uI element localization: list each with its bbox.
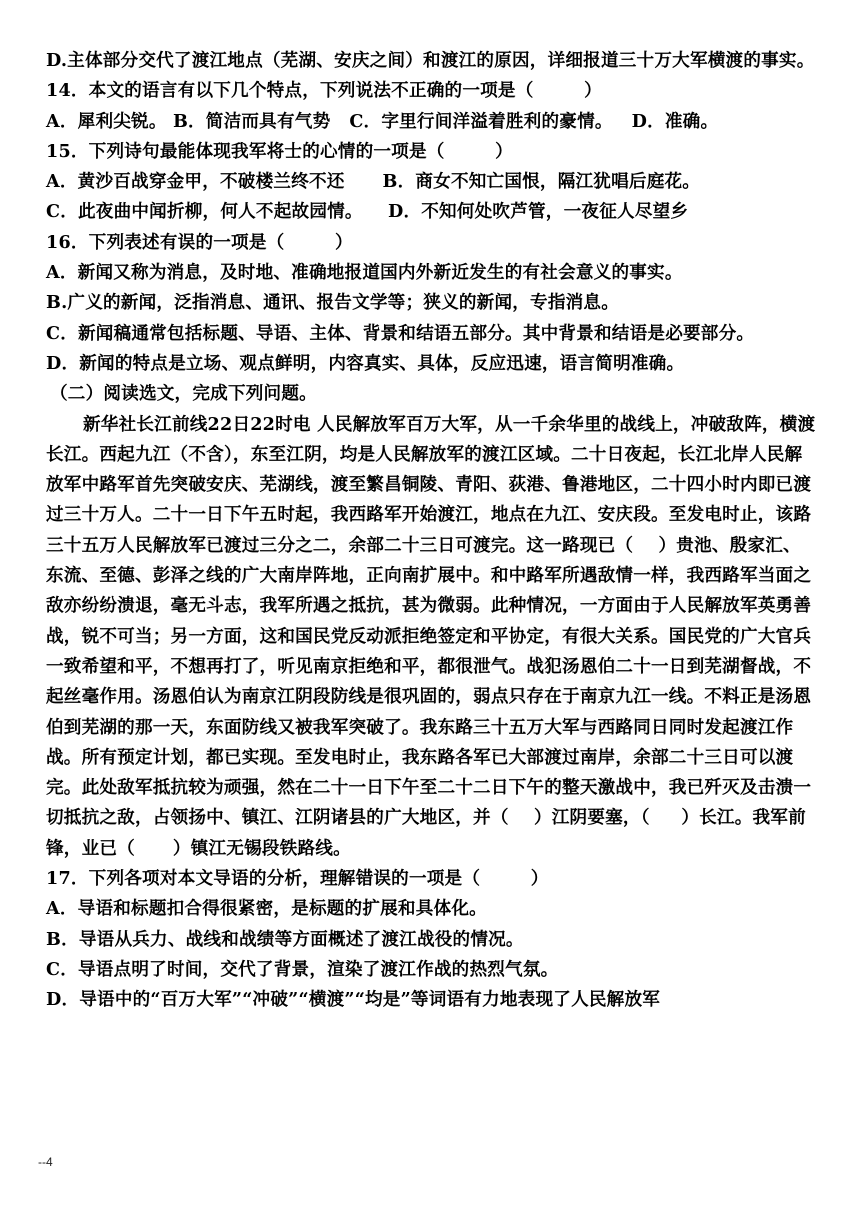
question-17-option-d: D．导语中的“百万大军”“冲破”“横渡”“均是”等词语有力地表现了人民解放军	[46, 989, 661, 1011]
reading-passage: 新华社长江前线22日22时电 人民解放军百万大军，从一千余华里的战线上，冲破敌阵，横渡长江。西起九江（不含），东至江阴，均是人民解放军的渡江区域。二十日夜起，长江北岸人民解放军中路军首先突破安庆、芜湖线，渡至繁昌铜陵、青阳、荻港、鲁港地区，二十四小时内即已渡过三十万人。二十一日下午五时起，我西路军开始渡江，地点在九江、安庆段。至发电时止，该路三十五万人民解放军已渡过三分之二，余部二十三日可渡完。这一路现已（ ）贵池、殷家汇、东流、至德、彭泽之线的广大南岸阵地，正向南扩展中。和中路军所遇敌情一样，我西路军当面之敌亦纷纷溃退，毫无斗志，我军所遇之抵抗，甚为微弱。此种情况，一方面由于人民解放军英勇善战，锐不可当；另一方面，这和国民党反动派拒绝签定和平协定，有很大关系。国民党的广大官兵一致希望和平，不想再打了，听见南京拒绝和平，都很泄气。战犯汤恩伯二十一日到芜湖督战，不起丝毫作用。汤恩伯认为南京江阴段防线是很巩固的，弱点只存在于南京九江一线。不料正是汤恩伯到芜湖的那一天，东面防线又被我军突破了。我东路三十五万大军与西路同日同时发起渡江作战。所有预定计划，都已实现。至发电时止，我东路各军已大部渡过南岸，余部二十三日可以渡完。此处敌军抵抗较为顽强，然在二十一日下午至二十二日下午的整天激战中，我已歼灭及击溃一切抵抗之敌，占领扬中、镇江、江阴诸县的广大地区，并（ ）江阴要塞，（ ）长江。我军前锋，业已（ ）镇江无锡段铁路线。	[46, 413, 816, 859]
question-13-option-d: D.主体部分交代了渡江地点（芜湖、安庆之间）和渡江的原因，详细报道三十万大军横渡的事实。	[46, 50, 815, 71]
question-15-options-ab: A．黄沙百战穿金甲，不破楼兰终不还 B．商女不知亡国恨，隔江犹唱后庭花。	[46, 171, 701, 193]
question-16-option-d: D．新闻的特点是立场、观点鲜明，内容真实、具体，反应迅速，语言简明准确。	[46, 352, 685, 374]
page-number: --4	[38, 1155, 53, 1169]
question-17-option-a: A．导语和标题扣合得很紧密，是标题的扩展和具体化。	[46, 898, 487, 920]
question-14-options: A．犀利尖锐。 B．简洁而具有气势 C．字里行间洋溢着胜利的豪情。 D．准确。	[46, 110, 719, 132]
question-17: 17．下列各项对本文导语的分析，理解错误的一项是（ ）	[46, 868, 549, 890]
question-15-options-cd: C．此夜曲中闻折柳，何人不起故园情。 D．不知何处吹芦管，一夜征人尽望乡	[46, 201, 689, 223]
question-17-option-b: B．导语从兵力、战线和战绩等方面概述了渡江战役的情况。	[46, 928, 524, 950]
question-16-option-a: A．新闻又称为消息，及时地、准确地报道国内外新近发生的有社会意义的事实。	[46, 262, 683, 284]
document-body	[46, 46, 816, 1016]
question-16-option-c: C．新闻稿通常包括标题、导语、主体、背景和结语五部分。其中背景和结语是必要部分。	[46, 322, 755, 344]
question-14: 14．本文的语言有以下几个特点，下列说法不正确的一项是（ ）	[46, 80, 602, 102]
question-16-option-b: B.广义的新闻，泛指消息、通讯、报告文学等；狭义的新闻，专指消息。	[46, 292, 620, 314]
question-17-option-c: C．导语点明了时间，交代了背景，渲染了渡江作战的热烈气氛。	[46, 958, 559, 980]
question-16: 16．下列表述有误的一项是（ ）	[46, 231, 353, 253]
section-heading: （二）阅读选文，完成下列问题。	[50, 383, 317, 405]
question-15: 15．下列诗句最能体现我军将士的心情的一项是（ ）	[46, 140, 513, 162]
